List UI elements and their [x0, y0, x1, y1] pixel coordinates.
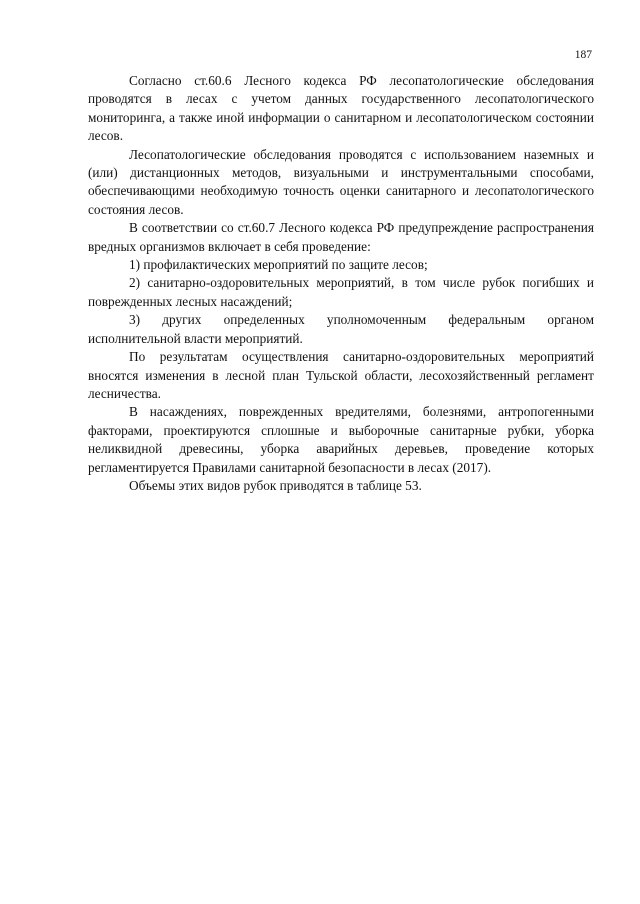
- paragraph-survey-methods: Лесопатологические обследования проводятся с использованием наземных и (или) дистанционных методов, визуальными и инструментальными способами, обеспечивающими необходимую точность оценки санитарного и лесопатологического состояния лесов.: [88, 146, 594, 217]
- paragraph-table-reference: Объемы этих видов рубок приводятся в таблице 53.: [129, 477, 422, 493]
- list-item-other-measures: 3) других определенных уполномоченным федеральным органом исполнительной власти мероприятий.: [88, 312, 594, 346]
- document-body: [88, 72, 594, 495]
- list-item-preventive-measures: 1) профилактических мероприятий по защите лесов;: [129, 257, 428, 273]
- paragraph-forest-code-article-60-6: Согласно ст.60.6 Лесного кодекса РФ лесопатологические обследования проводятся в лесах с учетом данных государственного лесопатологического мониторинга, а также иной информации о санитарном и лесопатологическом состоянии лесов.: [88, 73, 594, 144]
- page-number: 187: [574, 49, 592, 61]
- paragraph-results-of-measures: По результатам осуществления санитарно-оздоровительных мероприятий вносятся изменения в лесной план Тульской области, лесохозяйственный регламент лесничества.: [88, 349, 594, 401]
- paragraph-forest-code-article-60-7: В соответствии со ст.60.7 Лесного кодекса РФ предупреждение распространения вредных организмов включает в себя проведение:: [88, 220, 594, 254]
- paragraph-sanitary-felling: В насаждениях, поврежденных вредителями, болезнями, антропогенными факторами, проектируются сплошные и выборочные санитарные рубки, уборка неликвидной древесины, уборка аварийных деревьев, проведение которых регламентируется Правилами санитарной безопасности в лесах (2017).: [88, 404, 594, 475]
- list-item-sanitary-measures: 2) санитарно-оздоровительных мероприятий, в том числе рубок погибших и поврежденных лесных насаждений;: [88, 275, 594, 309]
